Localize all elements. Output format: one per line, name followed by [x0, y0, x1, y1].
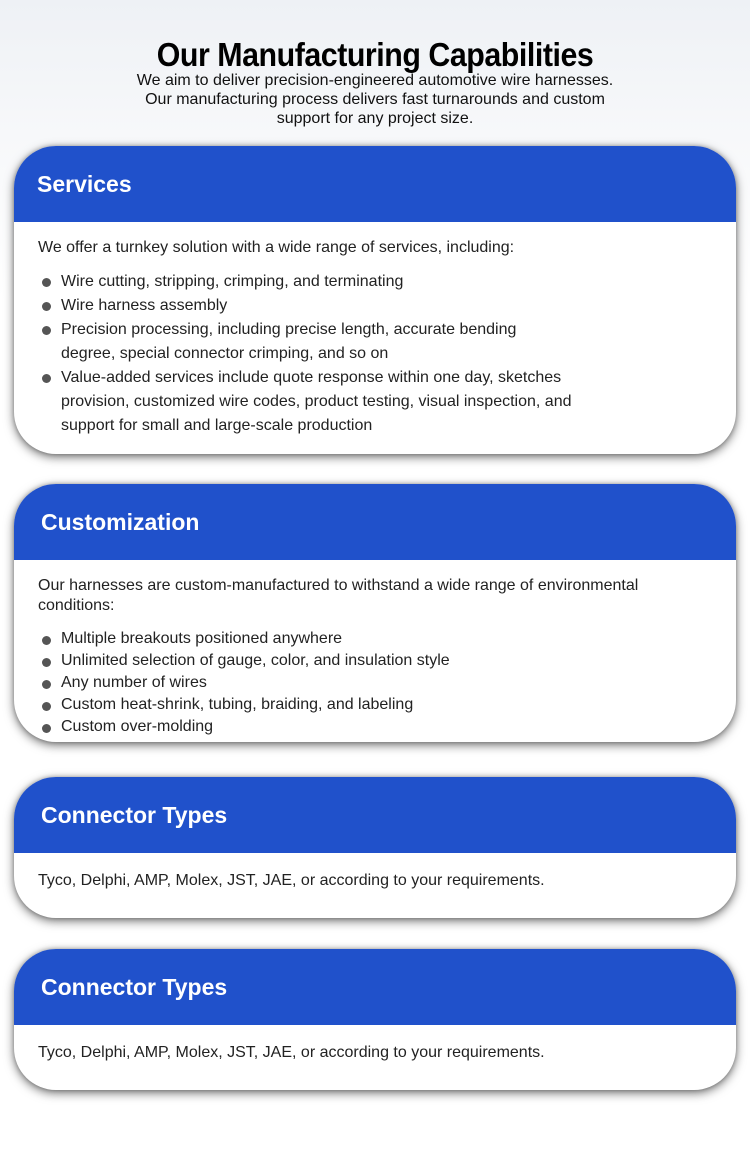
services-title: Services	[37, 170, 132, 197]
connector-types-title: Connector Types	[41, 973, 228, 1000]
connector-types-card	[14, 777, 736, 918]
list-item: Unlimited selection of gauge, color, and insulation style	[38, 650, 712, 672]
services-list	[38, 270, 712, 438]
list-item: Any number of wires	[38, 672, 712, 694]
list-item: Precision processing, including precise length, accurate bending degree, special connector crimping, and so on	[38, 318, 571, 366]
list-item: Multiple breakouts positioned anywhere	[38, 628, 712, 650]
list-item: Wire cutting, stripping, crimping, and terminating	[38, 270, 712, 294]
customization-intro: Our harnesses are custom-manufactured to withstand a wide range of environmental conditions:	[38, 577, 639, 614]
page-title: Our Manufacturing Capabilities	[156, 36, 594, 74]
connector-types-card-body	[14, 853, 736, 891]
page-intro: We aim to deliver precision-engineered automotive wire harnesses. Our manufacturing process delivers fast turnarounds and custom support for any project size.	[136, 72, 614, 127]
list-item: Custom over-molding	[38, 716, 712, 738]
connector-types-card-header	[14, 777, 736, 853]
services-intro: We offer a turnkey solution with a wide range of services, including:	[38, 239, 515, 256]
list-item: Wire harness assembly	[38, 294, 712, 318]
customization-card-body	[14, 560, 736, 738]
customization-title: Customization	[41, 508, 200, 535]
customization-card-header	[14, 484, 736, 560]
connector-types-card	[14, 949, 736, 1090]
connector-types-title: Connector Types	[41, 801, 228, 828]
connector-types-card-header	[14, 949, 736, 1025]
services-card-body	[14, 222, 736, 438]
customization-list	[38, 628, 712, 738]
connector-types-card-body	[14, 1025, 736, 1063]
connector-types-text: Tyco, Delphi, AMP, Molex, JST, JAE, or according to your requirements.	[38, 1044, 545, 1061]
connector-types-text: Tyco, Delphi, AMP, Molex, JST, JAE, or according to your requirements.	[38, 872, 545, 889]
list-item: Value-added services include quote response within one day, sketches provision, customized wire codes, product testing, visual inspection, and support for small and large-scale production	[38, 366, 626, 438]
customization-card	[14, 484, 736, 742]
services-card	[14, 146, 736, 454]
list-item: Custom heat-shrink, tubing, braiding, and labeling	[38, 694, 712, 716]
services-card-header	[14, 146, 736, 222]
